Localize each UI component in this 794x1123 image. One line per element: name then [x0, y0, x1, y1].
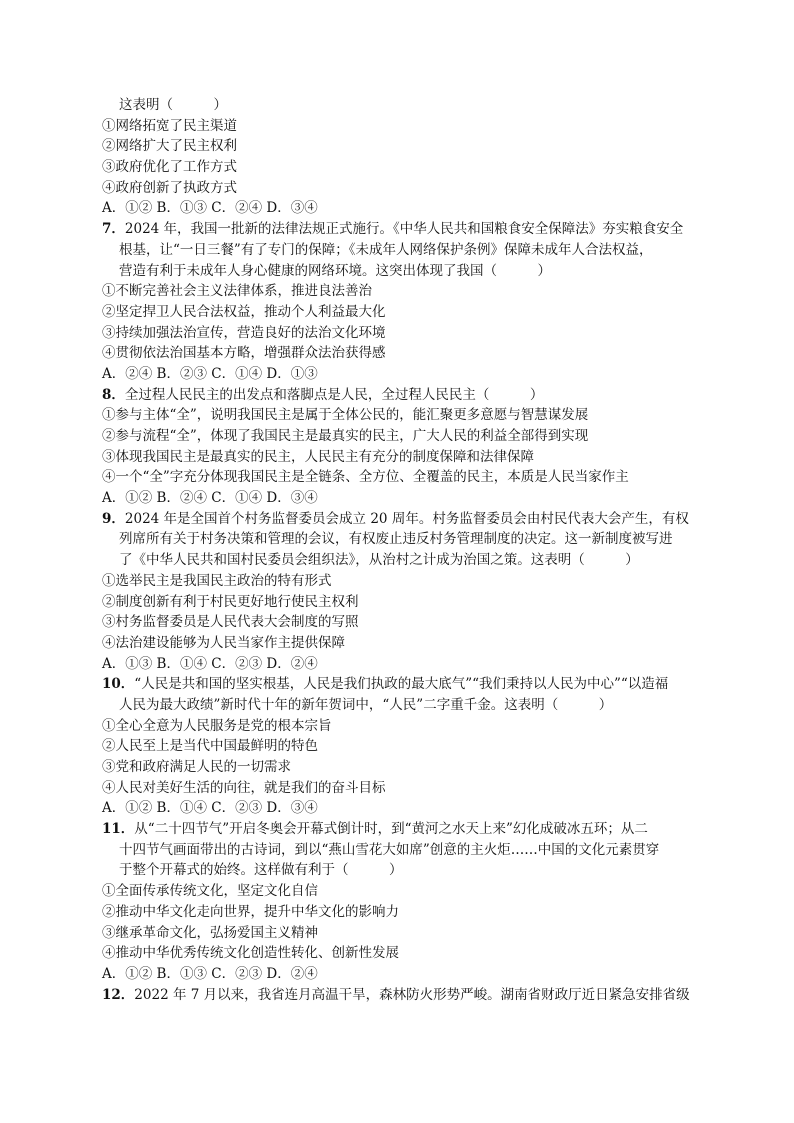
- q8-stem-text-1: 全过程人民民主的出发点和落脚点是人民，全过程人民民主（ ）: [124, 386, 544, 403]
- q12-stem-line-1: [102, 985, 702, 1006]
- q7-option-3: ③持续加强法治宣传，营造良好的法治文化环境: [102, 324, 386, 341]
- q7-number: 7．: [102, 221, 125, 238]
- q6-option-1: ①网络拓宽了民主渠道: [102, 117, 237, 134]
- q10-stem-line-1: [102, 674, 702, 695]
- q7-option-2: ②坚定捍卫人民合法权益，推动个人利益最大化: [102, 303, 386, 320]
- q9-answers: A．①③ B．①④ C．②③ D．②④: [102, 655, 318, 672]
- q9-stem-line-3: 了《中华人民共和国村民委员会组织法》，从治村之计成为治国之策。这表明（ ）: [119, 552, 639, 569]
- q8-option-3: ③体现我国民主是最真实的民主，人民民主有充分的制度保障和法律保障: [102, 448, 534, 465]
- q11-option-3: ③继承革命文化，弘扬爱国主义精神: [102, 924, 318, 941]
- q9-stem-line-2: 列席所有关于村务决策和管理的会议，有权废止违反村务管理制度的决定。这一新制度被写进: [119, 531, 673, 548]
- q7-stem-line-3: 营造有利于未成年人身心健康的网络环境。这突出体现了我国（ ）: [119, 262, 551, 279]
- q7-answers: A．②④ B．②③ C．①④ D．①③: [102, 365, 318, 382]
- q7-stem-line-1: [102, 219, 702, 240]
- q11-option-4: ④推动中华优秀传统文化创造性转化、创新性发展: [102, 945, 399, 962]
- exam-content: [102, 95, 702, 1005]
- q8-option-1: ①参与主体“全”，说明我国民主是属于全体公民的，能汇聚更多意愿与智慧谋发展: [102, 407, 589, 424]
- q11-stem-line-2: 十四节气画面带出的古诗词，到以“燕山雪花大如席”创意的主火炬……中国的文化元素贯穿: [119, 841, 660, 858]
- q11-option-2: ②推动中华文化走向世界，提升中华文化的影响力: [102, 903, 399, 920]
- q9-option-3: ③村务监督委员是人民代表大会制度的写照: [102, 614, 359, 631]
- q11-option-1: ①全面传承传统文化，坚定文化自信: [102, 883, 318, 900]
- q12-number: 12．: [102, 986, 135, 1003]
- q11-answers: A．①② B．①③ C．②③ D．②④: [102, 965, 318, 982]
- q12-stem-text-1: 2022 年 7 月以来，我省连月高温干旱，森林防火形势严峻。湖南省财政厅近日紧急安排省级: [134, 986, 690, 1003]
- q8-answers: A．①② B．②④ C．①④ D．③④: [102, 490, 318, 507]
- q9-stem-text-1: 2024 年是全国首个村务监督委员会成立 20 周年。村务监督委员会由村民代表大会产生，有权: [124, 510, 689, 527]
- q9-option-1: ①选举民主是我国民主政治的特有形式: [102, 572, 332, 589]
- q10-option-3: ③党和政府满足人民的一切需求: [102, 759, 291, 775]
- q8-option-4: ④一个“全”字充分体现我国民主是全链条、全方位、全覆盖的民主，本质是人民当家作主: [102, 469, 629, 486]
- q10-stem-line-2: 人民为最大政绩”新时代十年的新年贺词中，“人民”二字重千金。这表明（ ）: [119, 696, 613, 713]
- q9-number: 9．: [102, 510, 125, 527]
- q10-number: 10．: [102, 676, 135, 693]
- q8-number: 8．: [102, 386, 125, 403]
- q8-option-2: ②参与流程“全”，体现了我国民主是最真实的民主，广大人民的利益全部得到实现: [102, 428, 589, 444]
- q6-answers: A．①② B．①③ C．②④ D．③④: [102, 200, 318, 217]
- q7-stem-text-1: 2024 年，我国一批新的法律法规正式施行。《中华人民共和国粮食安全保障法》夯实粮食安全: [124, 221, 684, 238]
- q6-stem-end: 这表明（ ）: [119, 97, 227, 113]
- q7-stem-line-2: 根基，让“一日三餐”有了专门的保障；《未成年人网络保护条例》保障未成年人合法权益，: [119, 241, 653, 258]
- q11-number: 11．: [102, 821, 135, 838]
- q6-option-3: ③政府优化了工作方式: [102, 159, 237, 176]
- q11-stem-text-1: 从“二十四节气”开启冬奥会开幕式倒计时，到“黄河之水天上来”幻化成破冰五环；从二: [134, 821, 648, 838]
- q9-option-4: ④法治建设能够为人民当家作主提供保障: [102, 634, 345, 651]
- q10-stem-text-1: “人民是共和国的坚实根基，人民是我们执政的最大底气”“我们秉持以人民为中心”“以造福: [134, 676, 669, 693]
- q11-stem-line-3: 于整个开幕式的始终。这样做有利于（ ）: [119, 862, 403, 879]
- q10-option-1: ①全心全意为人民服务是党的根本宗旨: [102, 717, 332, 734]
- q9-option-2: ②制度创新有利于村民更好地行使民主权利: [102, 593, 359, 610]
- q9-stem-line-1: [102, 509, 702, 530]
- q10-option-4: ④人民对美好生活的向往，就是我们的奋斗目标: [102, 779, 386, 796]
- q10-answers: A．①② B．①④ C．②③ D．③④: [102, 800, 318, 817]
- q11-stem-line-1: [102, 819, 702, 840]
- q10-option-2: ②人民至上是当代中国最鲜明的特色: [102, 738, 318, 755]
- q8-stem-line-1: [102, 385, 702, 406]
- q6-option-2: ②网络扩大了民主权利: [102, 138, 237, 155]
- q7-option-1: ①不断完善社会主义法律体系，推进良法善治: [102, 283, 372, 300]
- q6-option-4: ④政府创新了执政方式: [102, 179, 237, 196]
- q7-option-4: ④贯彻依法治国基本方略，增强群众法治获得感: [102, 345, 386, 362]
